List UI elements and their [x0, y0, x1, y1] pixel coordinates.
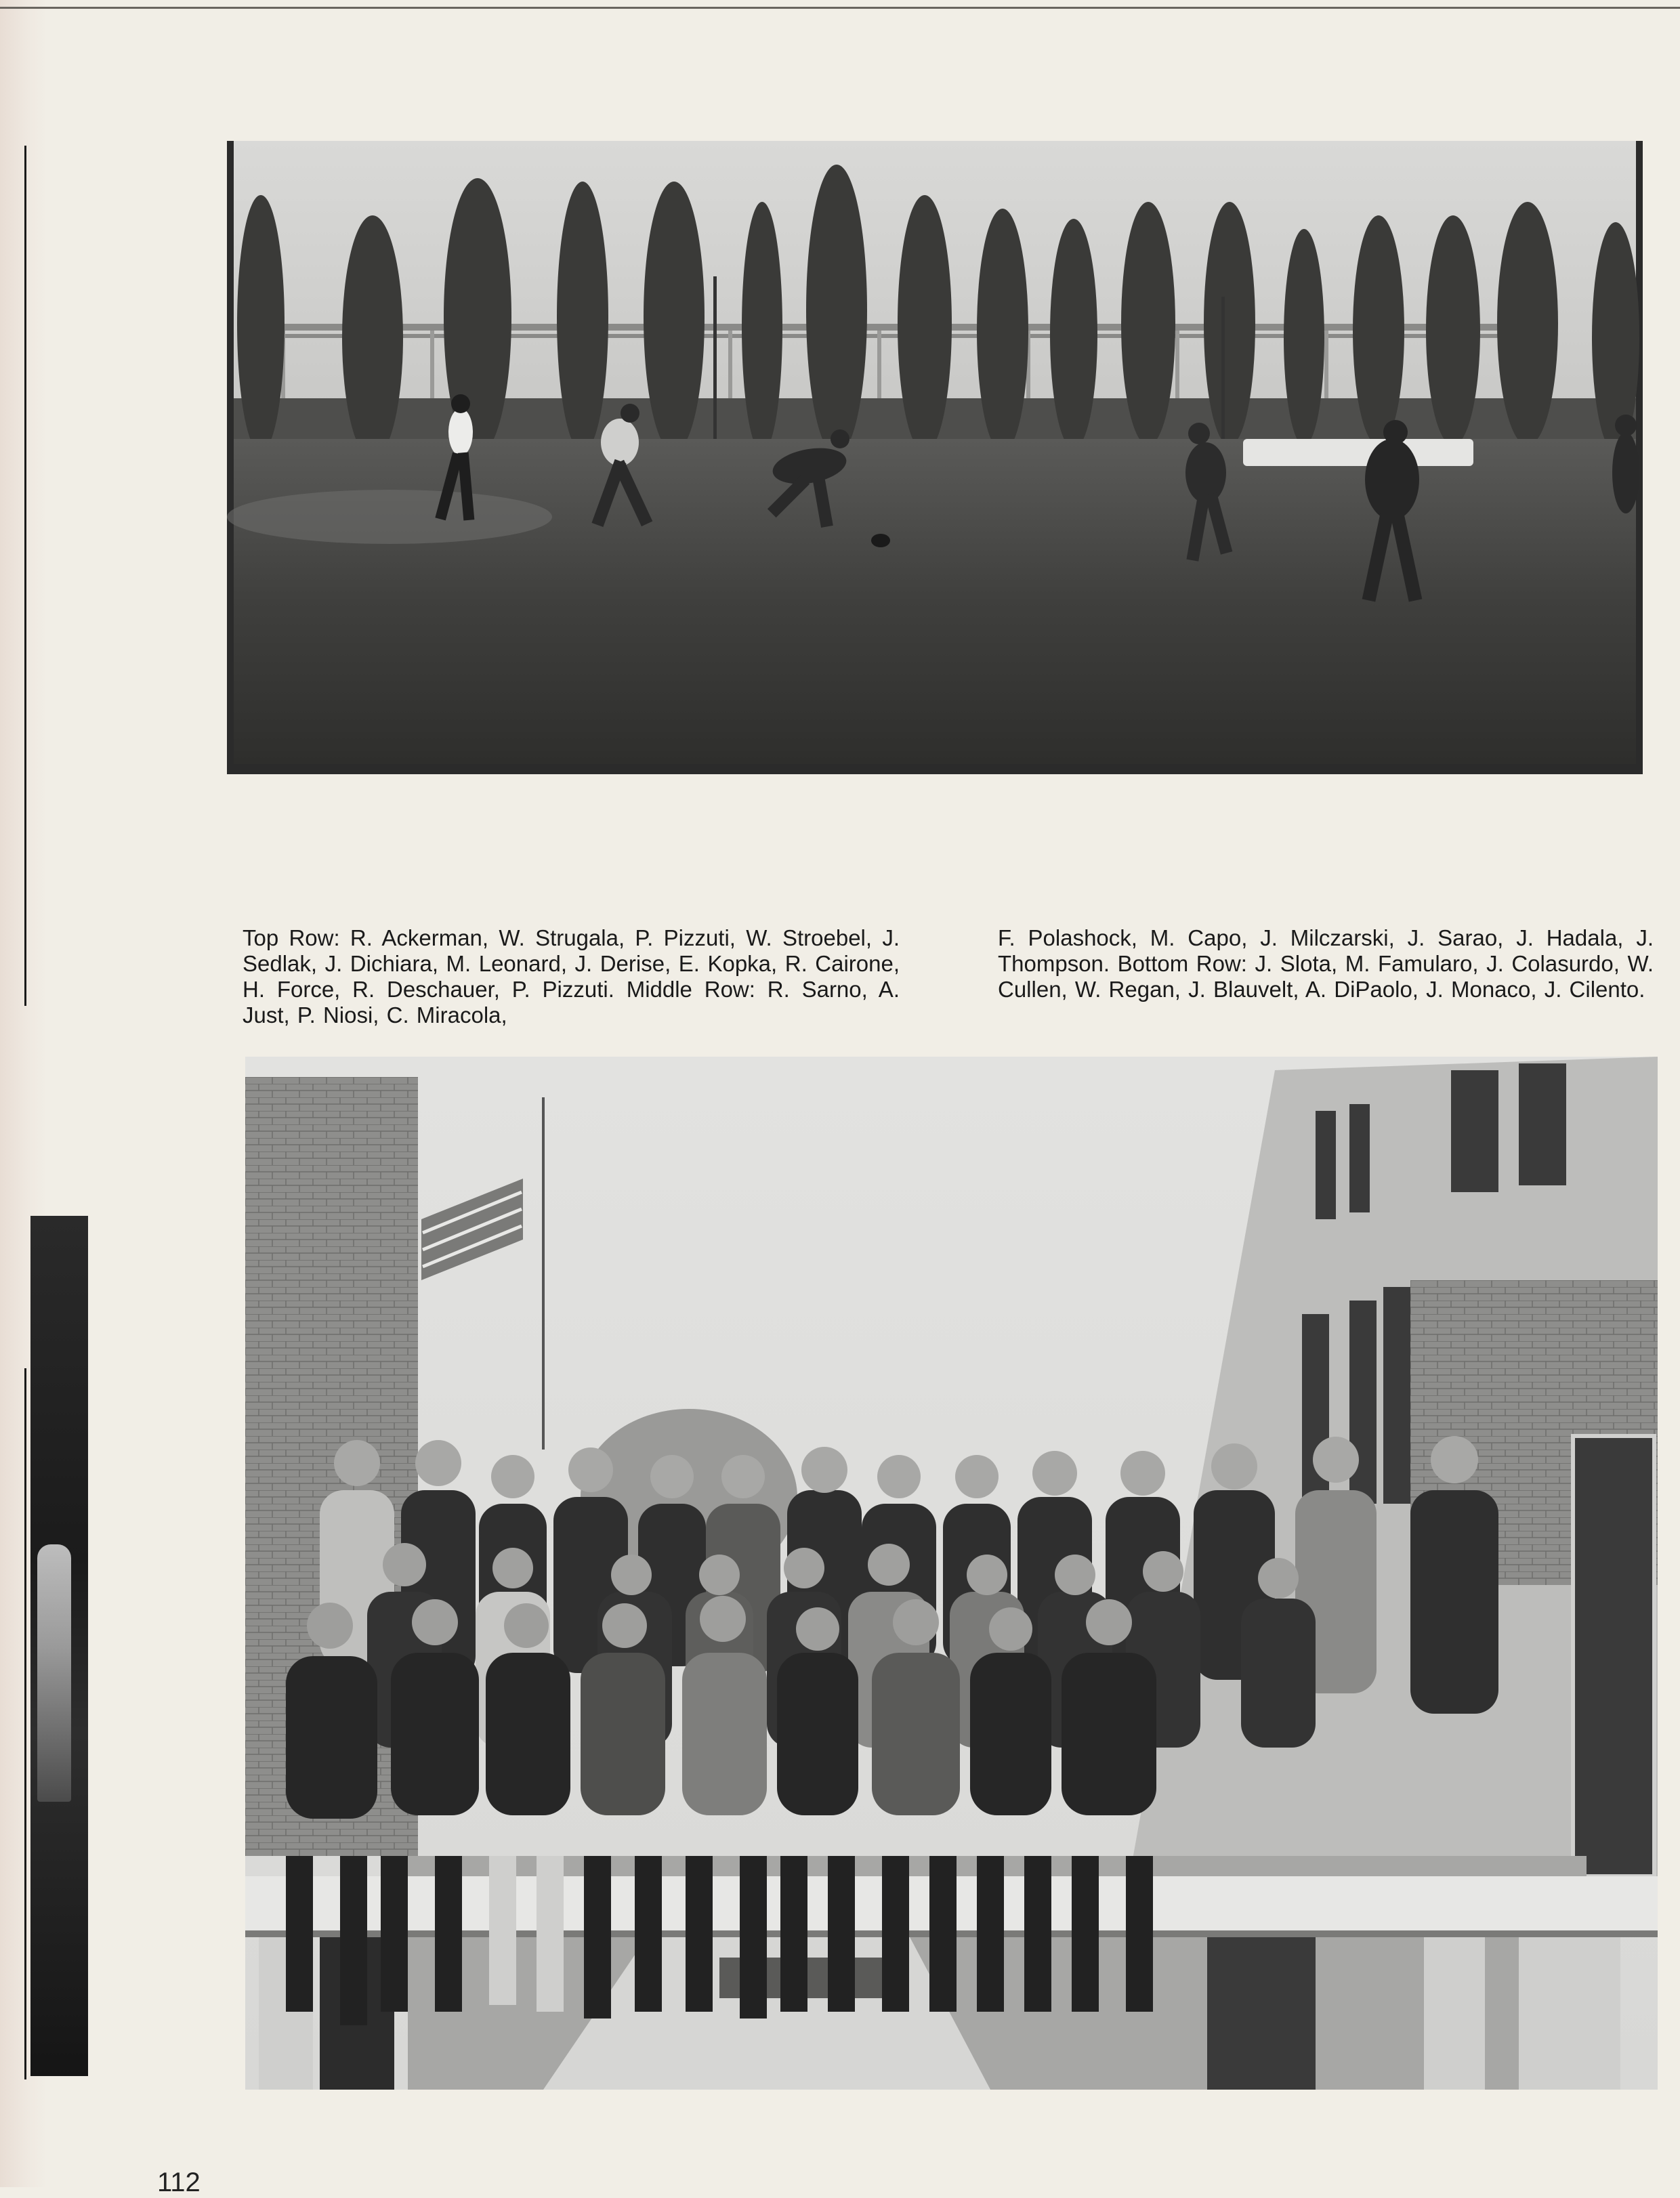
football-field-illustration [227, 141, 1643, 774]
class-group-photo [245, 1057, 1658, 2090]
top-edge-rule [0, 7, 1680, 9]
adjacent-page-figure [37, 1544, 71, 1802]
class-group-illustration [245, 1057, 1658, 2090]
caption-right-column: F. Polashock, M. Capo, J. Milczarski, J. Sarao, J. Hadala, J. Thompson. Bottom Row: J. Slota, M. Famularo, J. Colasurdo, W. Cullen, W. Regan, J. Blauvelt, A. DiPaolo, J. Monaco, J. Cilento. [998, 925, 1654, 1002]
distant-players [1243, 439, 1473, 466]
caption-left-column: Top Row: R. Ackerman, W. Strugala, P. Pizzuti, W. Stroebel, J. Sedlak, J. Dichiara, M. Leonard, J. Derise, E. Kopka, R. Cairone, H. Force, R. Deschauer, P. Pizzuti. Middle Row: R. Sarno, A. Just, P. Niosi, C. Miracola, [243, 925, 900, 1028]
binding-line-upper [24, 146, 26, 1006]
page-number: 112 [157, 2168, 201, 2197]
football-field-photo [227, 141, 1643, 774]
binding-line-lower [24, 1368, 26, 2079]
